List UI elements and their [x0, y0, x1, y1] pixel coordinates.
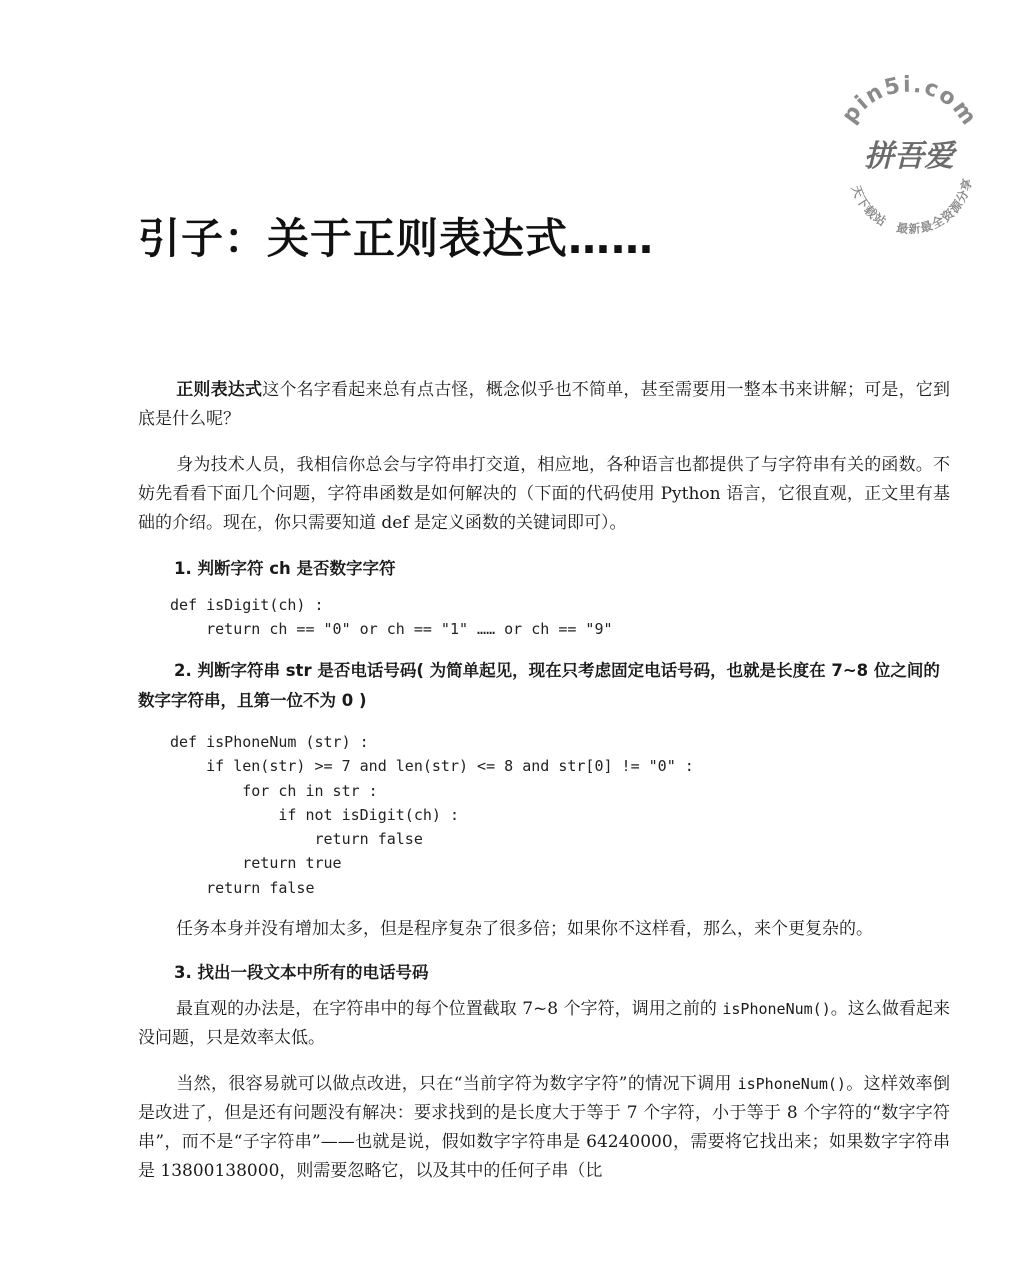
term-regex: 正则表达式: [176, 380, 263, 400]
approach-paragraph: 最直观的办法是，在字符串中的每个位置截取 7~8 个字符，调用之前的 isPhoneNum()。这么做看起来没问题，只是效率太低。: [138, 999, 951, 1048]
improvement-paragraph: 当然，很容易就可以做点改进，只在“当前字符为数字字符”的情况下调用 isPhoneNum()。这样效率倒是改进了，但是还有问题没有解决：要求找到的是长度大于等于 7 个字符，小于等于 8 个字符的“数字字符串”，而不是“子字符串”——也就是说，假如数字字符串是 64240000，需要将它找出来；如果数字字符串是 13800138000，则需要忽略它，以及其中的任何子串（比: [138, 1074, 950, 1181]
inline-code: isPhoneNum(): [722, 1000, 831, 1018]
watermark-stamp: [822, 72, 992, 242]
context-paragraph: 身为技术人员，我相信你总会与字符串打交道，相应地，各种语言也都提供了与字符串有关的函数。不妨先看看下面几个问题，字符串函数是如何解决的（下面的代码使用 Python 语言，它很直观，正文里有基础的介绍。现在，你只需要知道 def 是定义函数的关键词即可）。: [138, 455, 950, 533]
code-block-isdigit: def isDigit(ch) : return ch == "0" or ch == "1" …… or ch == "9": [170, 596, 613, 639]
problem-2-heading: 2. 判断字符串 str 是否电话号码( 为简单起见，现在只考虑固定电话号码，也就是长度在 7~8 位之间的数字字符串，且第一位不为 0 ): [138, 661, 940, 710]
svg-text:pin5i.com: pin5i.com: [837, 72, 983, 132]
problem-3-heading: 3. 找出一段文本中所有的电话号码: [174, 963, 429, 982]
svg-text:天下载站 最新最全资源分享: 天下载站 最新最全资源分享: [848, 176, 975, 237]
problem-1-heading: 1. 判断字符 ch 是否数字字符: [174, 559, 396, 578]
page-title: 引子：关于正则表达式……: [138, 214, 655, 263]
complexity-paragraph: 任务本身并没有增加太多，但是程序复杂了很多倍；如果你不这样看，那么，来个更复杂的。: [176, 919, 873, 939]
inline-code: isPhoneNum(): [737, 1075, 846, 1093]
intro-paragraph: 正则表达式这个名字看起来总有点古怪，概念似乎也不简单，甚至需要用一整本书来讲解；可是，它到底是什么呢？: [138, 380, 951, 429]
svg-text:拼吾爱: 拼吾爱: [864, 139, 954, 174]
code-block-isphonenum: def isPhoneNum (str) : if len(str) >= 7 and len(str) <= 8 and str[0] != "0" : for ch in str : if not isDigit(ch) : return false return true return false: [170, 733, 694, 897]
